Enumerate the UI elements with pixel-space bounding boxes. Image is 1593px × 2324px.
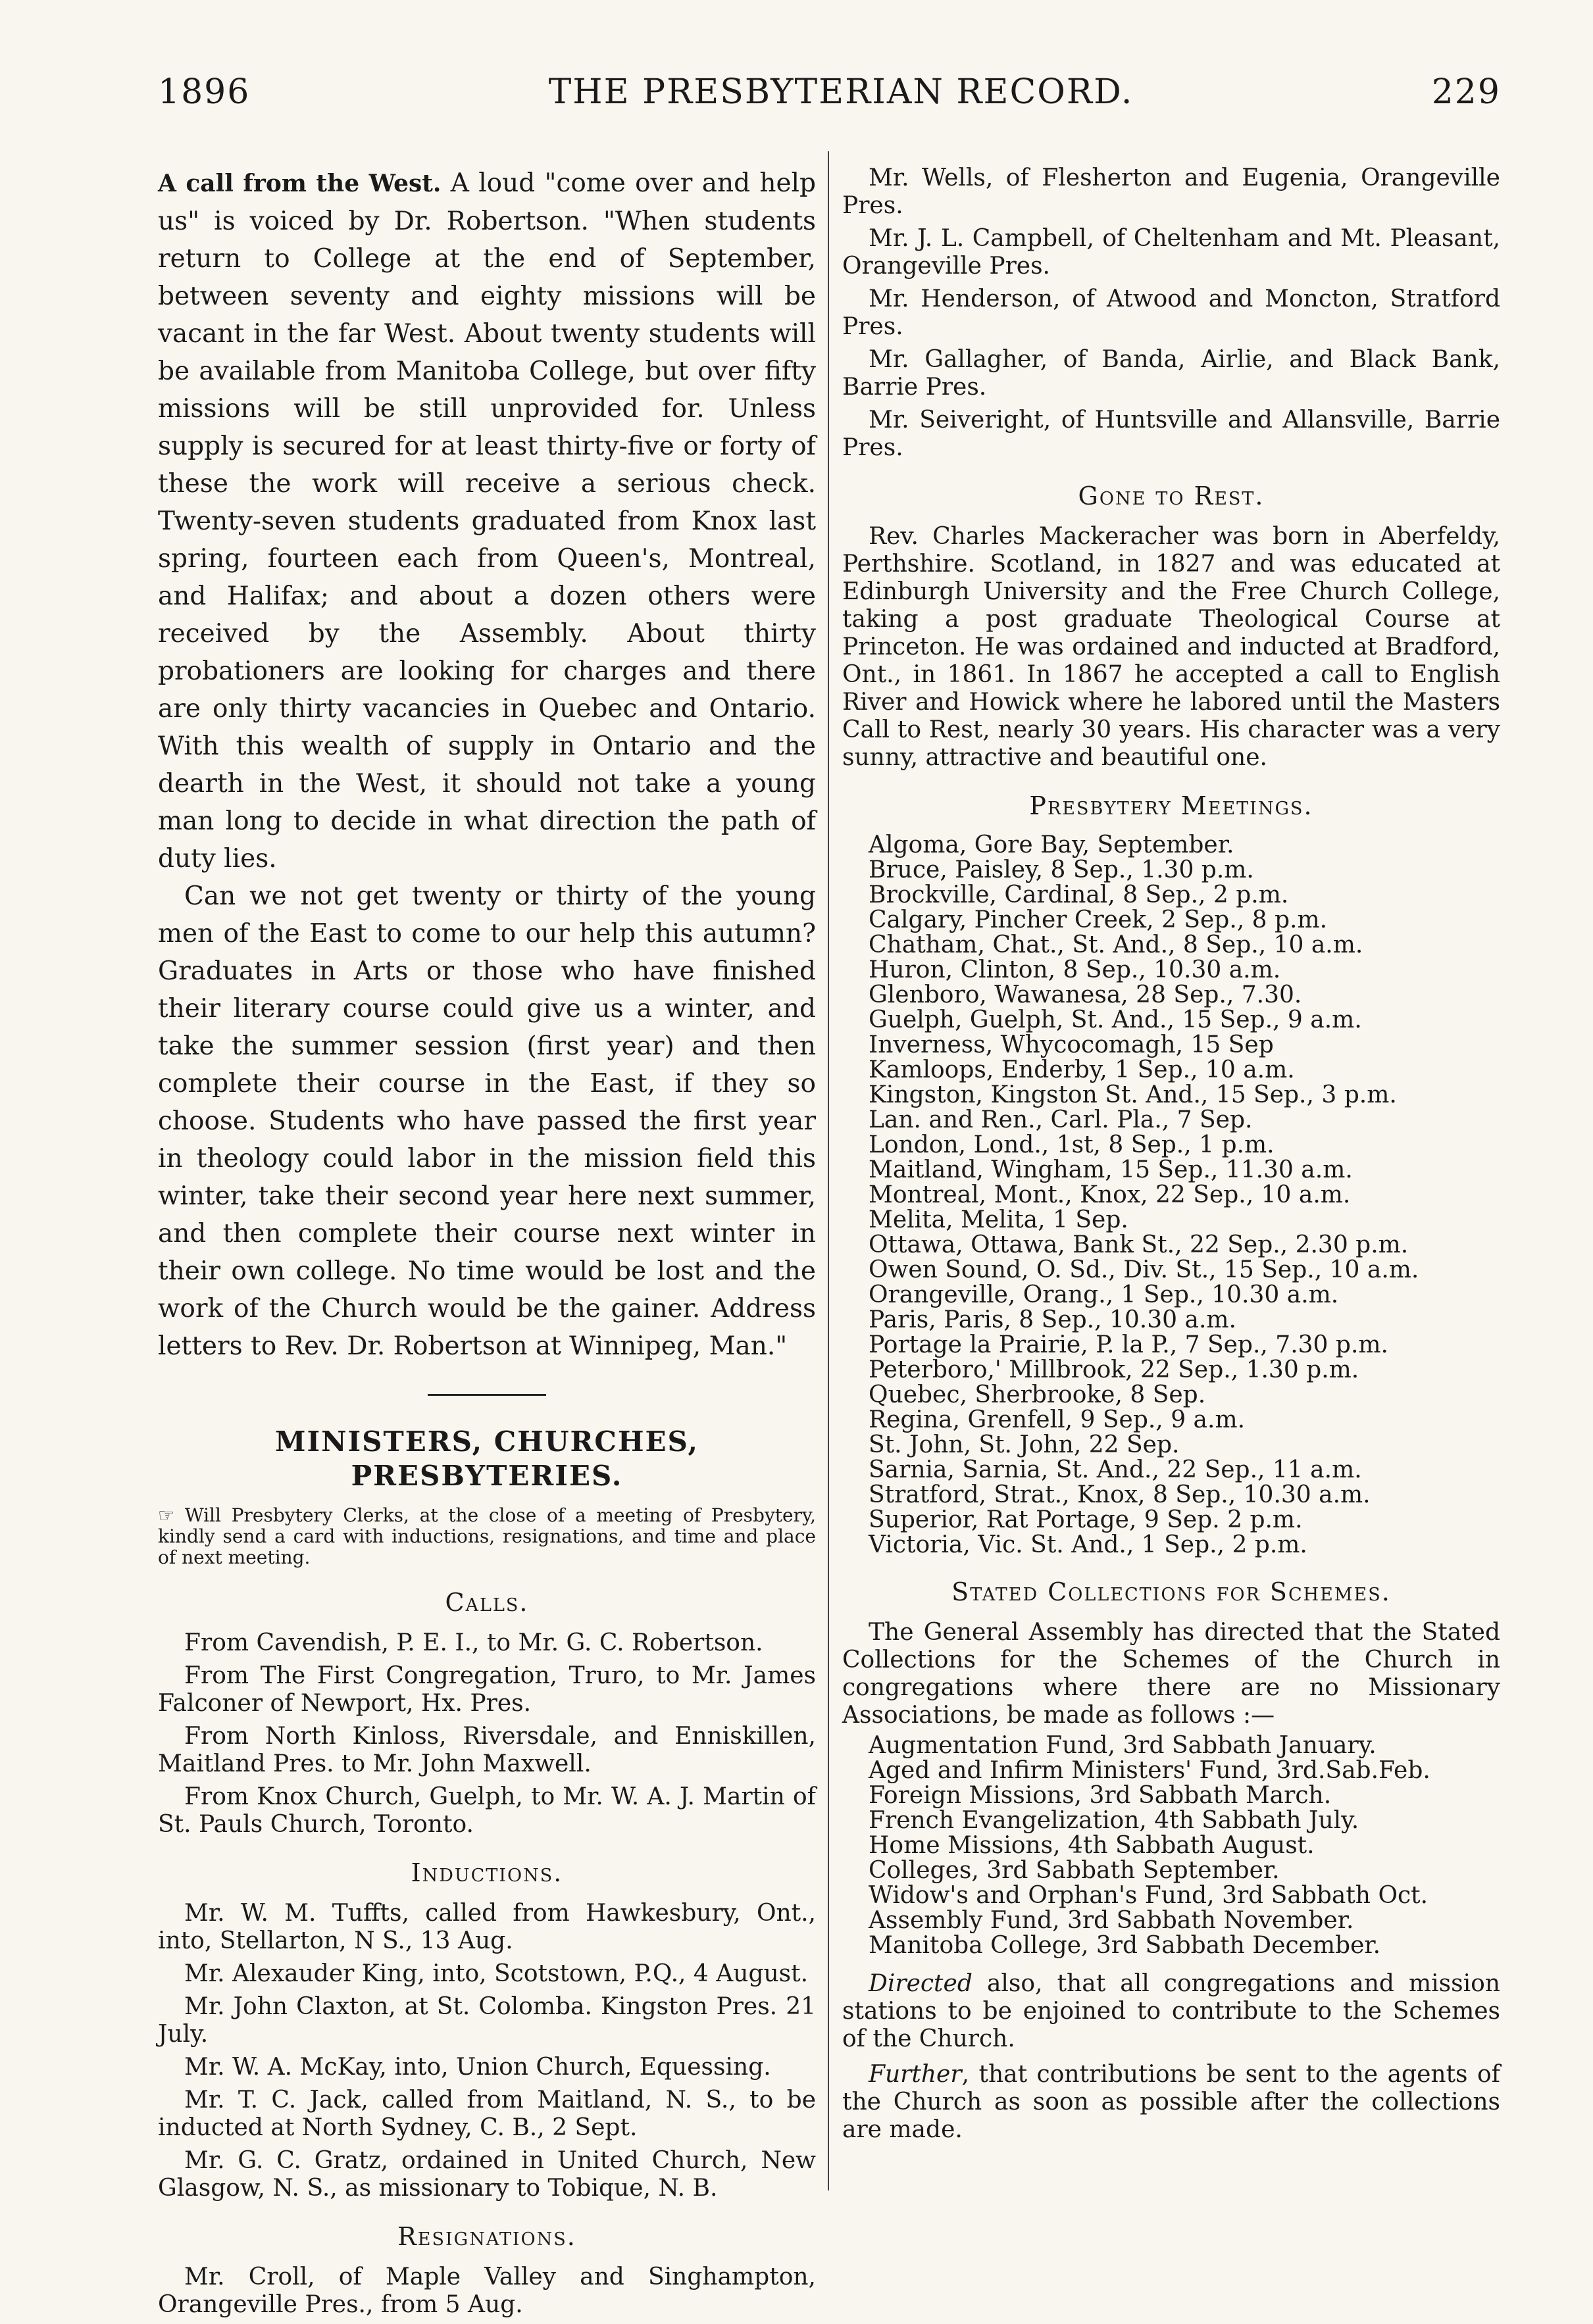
meeting-entry: Regina, Grenfell, 9 Sep., 9 a.m. bbox=[869, 1406, 1246, 1433]
further-word: Further bbox=[869, 2061, 962, 2088]
further-text: , that contributions be sent to the agents of the Church as soon as possible after the collections are made. bbox=[842, 2061, 1500, 2143]
collection-entry: Manitoba College, 3rd Sabbath December. bbox=[869, 1932, 1381, 1959]
induction-entry: Mr. John Claxton, at St. Colomba. Kingston Pres. 21 July. bbox=[158, 1993, 816, 2048]
resignations-heading: Resignations. bbox=[397, 2222, 576, 2251]
ministers-heading bbox=[158, 1425, 816, 1493]
page-header bbox=[158, 69, 1501, 115]
collection-entry: Aged and Infirm Ministers' Fund, 3rd.Sab.Feb. bbox=[869, 1757, 1430, 1784]
call-entry: From The First Congregation, Truro, to Mr. James Falconer of Newport, Hx. Pres. bbox=[158, 1662, 816, 1717]
meeting-entry: Calgary, Pincher Creek, 2 Sep., 8 p.m. bbox=[869, 906, 1328, 933]
induction-entry: Mr. W. M. Tuffts, called from Hawkesbury, Ont., into, Stellarton, N S., 13 Aug. bbox=[158, 1900, 816, 1954]
call-from-west-heading: A call from the West. bbox=[158, 170, 442, 197]
call-from-west-paragraph bbox=[158, 164, 816, 878]
collection-entry: Colleges, 3rd Sabbath September. bbox=[869, 1857, 1280, 1884]
induction-entry: Mr. W. A. McKay, into, Union Church, Equessing. bbox=[184, 2054, 771, 2081]
meeting-entry: Brockville, Cardinal, 8 Sep., 2 p.m. bbox=[869, 881, 1289, 908]
resignation-entry: Mr. Wells, of Flesherton and Eugenia, Orangeville Pres. bbox=[842, 164, 1500, 219]
meeting-entry: Owen Sound, O. Sd., Div. St., 15 Sep., 10 a.m. bbox=[869, 1256, 1419, 1283]
meeting-entry: Kamloops, Enderby, 1 Sep., 10 a.m. bbox=[869, 1056, 1295, 1083]
meeting-entry: St. John, St. John, 22 Sep. bbox=[869, 1431, 1180, 1458]
meeting-entry: Quebec, Sherbrooke, 8 Sep. bbox=[869, 1381, 1206, 1408]
directed-word: Directed bbox=[869, 1970, 973, 1997]
calls-heading: Calls. bbox=[445, 1588, 529, 1617]
header-title: THE PRESBYTERIAN RECORD. bbox=[548, 72, 1134, 112]
inductions-heading: Inductions. bbox=[411, 1858, 563, 1887]
resignation-entry: Mr. J. L. Campbell, of Cheltenham and Mt. Pleasant, Orangeville Pres. bbox=[842, 225, 1500, 280]
meeting-entry: Algoma, Gore Bay, September. bbox=[869, 831, 1234, 858]
header-year: 1896 bbox=[158, 72, 251, 112]
call-entry: From Cavendish, P. E. I., to Mr. G. C. Robertson. bbox=[184, 1629, 763, 1656]
ministers-heading-line-2: PRESBYTERIES. bbox=[351, 1460, 623, 1492]
meeting-entry: Portage la Prairie, P. la P., 7 Sep., 7.30 p.m. bbox=[869, 1331, 1388, 1358]
ministers-heading-line-1: MINISTERS, CHURCHES, bbox=[275, 1425, 699, 1458]
meeting-entry: Ottawa, Ottawa, Bank St., 22 Sep., 2.30 p.m. bbox=[869, 1231, 1409, 1258]
meeting-entry: Huron, Clinton, 8 Sep., 10.30 a.m. bbox=[869, 956, 1281, 983]
header-page-number: 229 bbox=[1431, 72, 1501, 112]
meeting-entry: Paris, Paris, 8 Sep., 10.30 a.m. bbox=[869, 1306, 1236, 1333]
resignation-entry: Mr. Seiveright, of Huntsville and Allansville, Barrie Pres. bbox=[842, 407, 1500, 461]
meeting-entry: Lan. and Ren., Carl. Pla., 7 Sep. bbox=[869, 1106, 1253, 1133]
stated-collections-heading: Stated Collections for Schemes. bbox=[951, 1577, 1391, 1606]
right-column bbox=[842, 164, 1500, 2148]
collections-list bbox=[842, 1733, 1500, 1958]
directed-text: also, that all congregations and mission stations to be enjoined to contribute to the Schemes of the Church. bbox=[842, 1970, 1500, 2052]
meeting-entry: Glenboro, Wawanesa, 28 Sep., 7.30. bbox=[869, 981, 1302, 1008]
meeting-entry: Chatham, Chat., St. And., 8 Sep., 10 a.m. bbox=[869, 931, 1363, 958]
meeting-entry: Sarnia, Sarnia, St. And., 22 Sep., 11 a.m. bbox=[869, 1456, 1362, 1483]
induction-entry: Mr. Alexauder King, into, Scotstown, P.Q., 4 August. bbox=[184, 1960, 809, 1987]
collection-entry: Home Missions, 4th Sabbath August. bbox=[869, 1832, 1315, 1859]
meeting-entry: Guelph, Guelph, St. And., 15 Sep., 9 a.m. bbox=[869, 1006, 1362, 1033]
presbytery-meetings-heading: Presbytery Meetings. bbox=[1029, 791, 1313, 820]
meeting-entry: Bruce, Paisley, 8 Sep., 1.30 p.m. bbox=[869, 856, 1254, 883]
collection-entry: Foreign Missions, 3rd Sabbath March. bbox=[869, 1782, 1332, 1809]
section-divider bbox=[428, 1394, 546, 1396]
meeting-entry: Peterboro,' Millbrook, 22 Sep., 1.30 p.m. bbox=[869, 1356, 1359, 1383]
collection-entry: Augmentation Fund, 3rd Sabbath January. bbox=[869, 1732, 1377, 1759]
induction-entry: Mr. T. C. Jack, called from Maitland, N. S., to be inducted at North Sydney, C. B., 2 Sept. bbox=[158, 2087, 816, 2141]
obituary-paragraph: Rev. Charles Mackeracher was born in Aberfeldy, Perthshire. Scotland, in 1827 and was educated at Edinburgh University and the Free Church College, taking a post graduate Theological Course at Princeton. He was ordained and inducted at Bradford, Ont., in 1861. In 1867 he accepted a call to English River and Howick where he labored until the Masters Call to Rest, nearly 30 years. His character was a very sunny, attractive and beautiful one. bbox=[842, 523, 1500, 771]
left-column bbox=[158, 164, 816, 2324]
meeting-entry: Orangeville, Orang., 1 Sep., 10.30 a.m. bbox=[869, 1281, 1339, 1308]
meeting-entry: Maitland, Wingham, 15 Sep., 11.30 a.m. bbox=[869, 1156, 1353, 1183]
resignation-entry: Mr. Gallagher, of Banda, Airlie, and Black Bank, Barrie Pres. bbox=[842, 346, 1500, 401]
gone-to-rest-heading: Gone to Rest. bbox=[1078, 482, 1265, 510]
meeting-entry: Montreal, Mont., Knox, 22 Sep., 10 a.m. bbox=[869, 1181, 1351, 1208]
resignation-entry: Mr. Croll, of Maple Valley and Singhampton, Orangeville Pres., from 5 Aug. bbox=[158, 2263, 816, 2318]
call-entry: From Knox Church, Guelph, to Mr. W. A. J. Martin of St. Pauls Church, Toronto. bbox=[158, 1783, 816, 1838]
directed-paragraph bbox=[842, 1970, 1500, 2053]
call-entry: From North Kinloss, Riversdale, and Enniskillen, Maitland Pres. to Mr. John Maxwell. bbox=[158, 1723, 816, 1777]
meeting-entry: London, Lond., 1st, 8 Sep., 1 p.m. bbox=[869, 1131, 1275, 1158]
meeting-entry: Kingston, Kingston St. And., 15 Sep., 3 p.m. bbox=[869, 1081, 1397, 1108]
meeting-entry: Stratford, Strat., Knox, 8 Sep., 10.30 a.m. bbox=[869, 1481, 1371, 1508]
meeting-entry: Superior, Rat Portage, 9 Sep. 2 p.m. bbox=[869, 1506, 1303, 1533]
further-paragraph bbox=[842, 2061, 1500, 2144]
call-from-west-paragraph-2: Can we not get twenty or thirty of the young men of the East to come to our help this autumn? Graduates in Arts or those who have finished their literary course could give us a winter, and take the summer session (first year) and then complete their course in the East, if they so choose. Students who have passed the first year in theology could labor in the mission field this winter, take their second year here next summer, and then complete their course next winter in their own college. No time would be lost and the work of the Church would be the gainer. Address letters to Rev. Dr. Robertson at Winnipeg, Man." bbox=[158, 881, 816, 1361]
induction-entry: Mr. G. C. Gratz, ordained in United Church, New Glasgow, N. S., as missionary to Tobique, N. B. bbox=[158, 2147, 816, 2202]
collection-entry: Widow's and Orphan's Fund, 3rd Sabbath Oct. bbox=[869, 1882, 1429, 1909]
meeting-entry: Melita, Melita, 1 Sep. bbox=[869, 1206, 1128, 1233]
collections-intro: The General Assembly has directed that the Stated Collections for the Schemes of the Church in congregations where there are no Missionary Associations, be made as follows :— bbox=[842, 1619, 1500, 1729]
meeting-entry: Victoria, Vic. St. And., 1 Sep., 2 p.m. bbox=[869, 1531, 1307, 1558]
column-rule bbox=[828, 151, 829, 2190]
collection-entry: Assembly Fund, 3rd Sabbath November. bbox=[869, 1907, 1354, 1934]
clerks-notice: ☞ Will Presbytery Clerks, at the close of a meeting of Presbytery, kindly send a card with inductions, resignations, and time and place of next meeting. bbox=[158, 1504, 816, 1568]
resignation-entry: Mr. Henderson, of Atwood and Moncton, Stratford Pres. bbox=[842, 285, 1500, 340]
call-from-west-body: A loud "come over and help us" is voiced by Dr. Robertson. "When students return to College at the end of September, between seventy and eighty missions will be vacant in the far West. About twenty students will be available from Manitoba College, but over fifty missions will be still unprovided for. Unless supply is secured for at least thirty-five or forty of these the work will receive a serious check. Twenty-seven students graduated from Knox last spring, fourteen each from Queen's, Montreal, and Halifax; and about a dozen others were received by the Assembly. About thirty probationers are looking for charges and there are only thirty vacancies in Quebec and Ontario. With this wealth of supply in Ontario and the dearth in the West, it should not take a young man long to decide in what direction the path of duty lies. bbox=[158, 168, 816, 874]
meeting-entry: Inverness, Whycocomagh, 15 Sep bbox=[869, 1031, 1274, 1058]
presbytery-meetings-list bbox=[842, 833, 1500, 1558]
collection-entry: French Evangelization, 4th Sabbath July. bbox=[869, 1807, 1359, 1834]
